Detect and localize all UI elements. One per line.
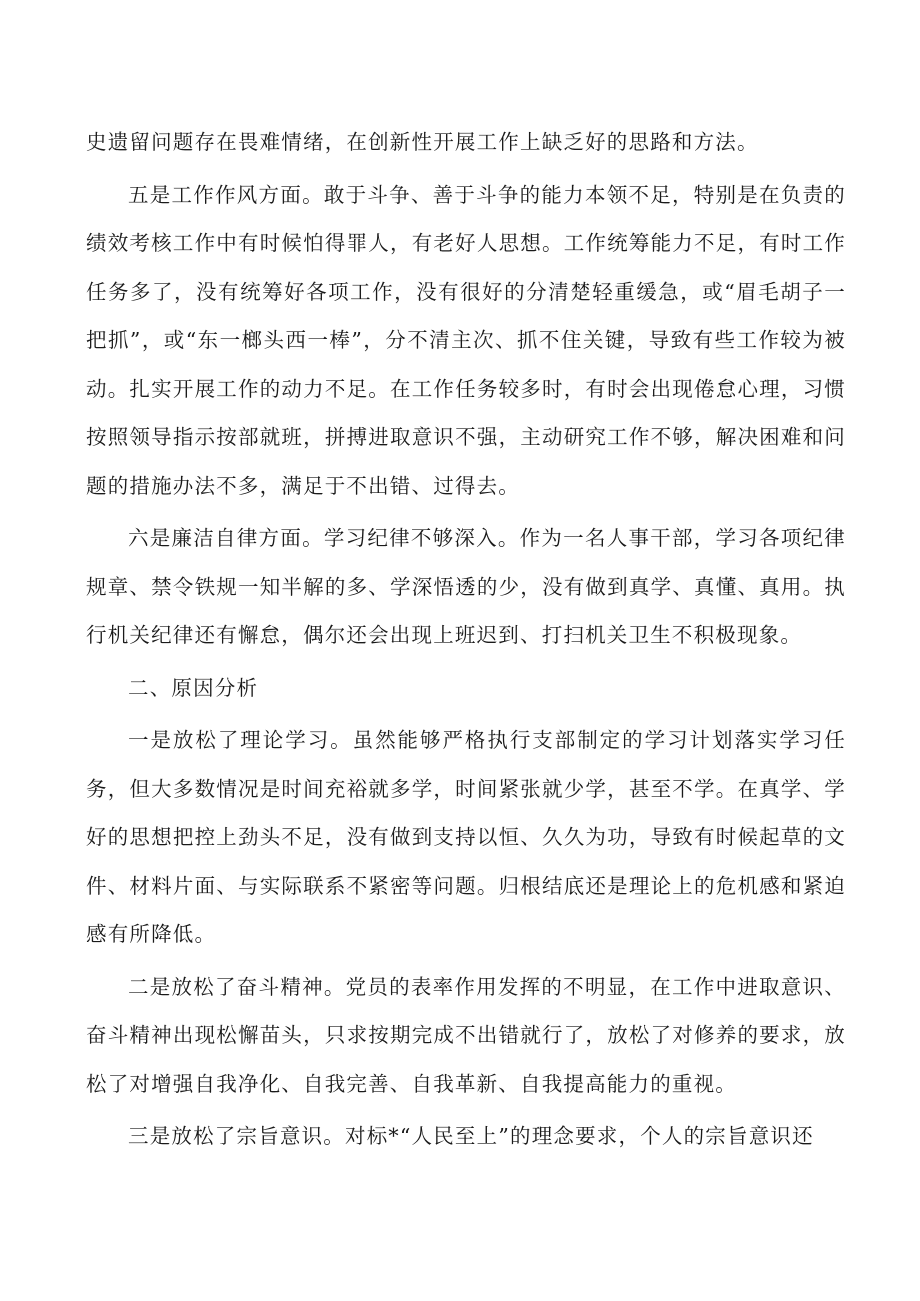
paragraph-integrity: 六是廉洁自律方面。学习纪律不够深入。作为一名人事干部，学习各项纪律规章、禁令铁规一知半解的多、学深悟透的少，没有做到真学、真懂、真用。执行机关纪律还有懈怠，偶尔还会出现上班迟到、打扫机关卫生不积极现象。	[86, 526, 846, 647]
paragraph-struggle-spirit: 二是放松了奋斗精神。党员的表率作用发挥的不明显，在工作中进取意识、奋斗精神出现松懈苗头，只求按期完成不出错就行了，放松了对修养的要求，放松了对增强自我净化、自我完善、自我革新、自我提高能力的重视。	[86, 974, 846, 1096]
paragraph-work-style: 五是工作作风方面。敢于斗争、善于斗争的能力本领不足，特别是在负责的绩效考核工作中有时候怕得罪人，有老好人思想。工作统筹能力不足，有时工作任务多了，没有统筹好各项工作，没有很好的分清楚轻重缓急，或“眉毛胡子一把抓”，或“东一榔头西一棒”，分不清主次、抓不住关键，导致有些工作较为被动。扎实开展工作的动力不足。在工作任务较多时，有时会出现倦怠心理，习惯按照领导指示按部就班，拼搏进取意识不强，主动研究工作不够，解决困难和问题的措施办法不多，满足于不出错、过得去。	[86, 182, 846, 498]
document-body	[86, 118, 846, 1165]
paragraph-purpose-awareness: 三是放松了宗旨意识。对标*“人民至上”的理念要求，个人的宗旨意识还	[128, 1124, 814, 1148]
paragraph-continuation: 史遗留问题存在畏难情绪，在创新性开展工作上缺乏好的思路和方法。	[86, 130, 759, 154]
paragraph-theory-study: 一是放松了理论学习。虽然能够严格执行支部制定的学习计划落实学习任务，但大多数情况是时间充裕就多学，时间紧张就少学，甚至不学。在真学、学好的思想把控上劲头不足，没有做到支持以恒、久久为功，导致有时候起草的文件、材料片面、与实际联系不紧密等问题。归根结底还是理论上的危机感和紧迫感有所降低。	[86, 728, 846, 946]
section-heading-cause-analysis: 二、原因分析	[128, 675, 259, 700]
